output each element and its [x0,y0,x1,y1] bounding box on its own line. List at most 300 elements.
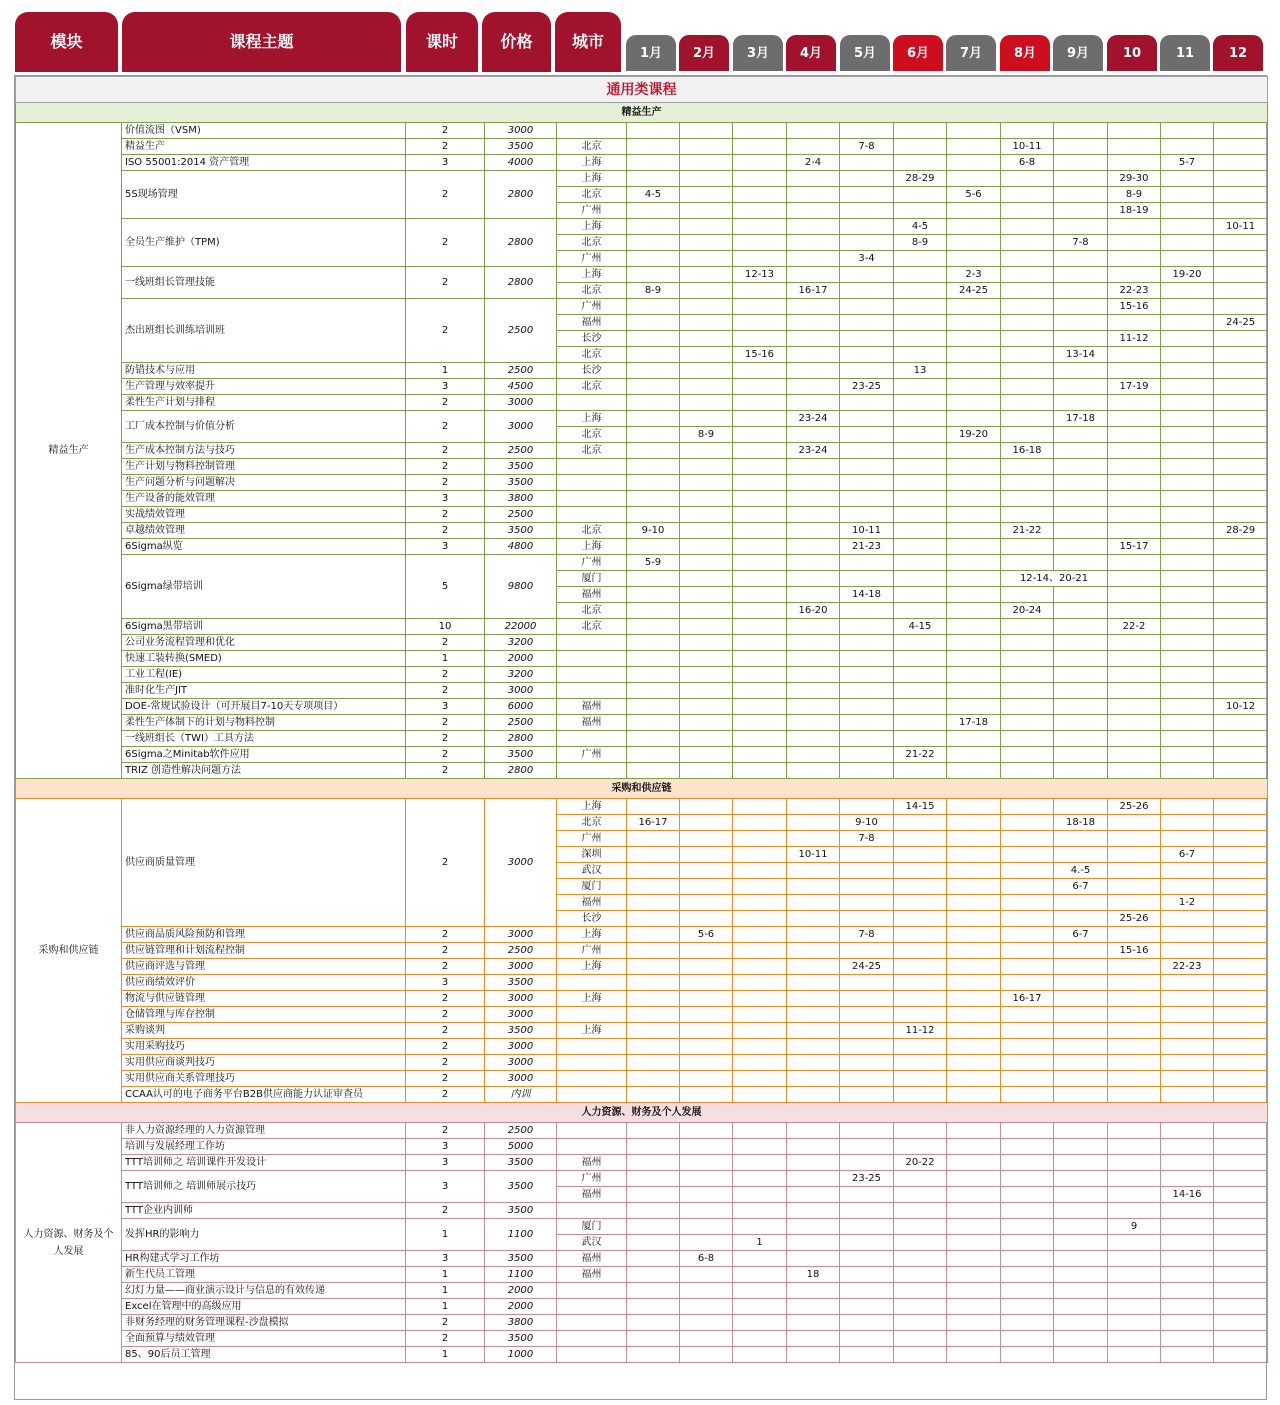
date-cell [680,1299,733,1315]
date-cell [627,927,680,943]
date-cell [680,863,733,879]
course-name: TTT企业内训师 [122,1203,406,1219]
date-cell [787,1187,840,1203]
date-cell [627,587,680,603]
date-cell [947,539,1001,555]
date-cell [733,651,787,667]
date-cell [1161,395,1214,411]
date-cell [787,943,840,959]
date-cell [1161,1331,1214,1347]
date-cell [1161,443,1214,459]
date-cell [1214,1283,1268,1299]
course-name: 生产计划与物料控制管理 [122,459,406,475]
table-row [16,959,1268,975]
date-cell [1161,171,1214,187]
date-cell [680,203,733,219]
month-tab: 6月 [893,35,943,71]
date-cell: 13-14 [1054,347,1108,363]
date-cell [680,507,733,523]
date-cell [733,1203,787,1219]
course-city: 福州 [557,895,627,911]
date-cell [1054,1331,1108,1347]
date-cell [733,299,787,315]
date-cell [627,267,680,283]
date-cell [627,1155,680,1171]
date-cell [1001,539,1054,555]
course-city: 广州 [557,555,627,571]
date-cell [840,459,894,475]
date-cell: 15-17 [1108,539,1161,555]
date-cell [894,571,947,587]
date-cell [1054,991,1108,1007]
course-price: 内训 [485,1087,557,1103]
date-cell [1161,991,1214,1007]
date-cell: 10-11 [1214,219,1268,235]
course-city: 上海 [557,219,627,235]
date-cell [1001,863,1054,879]
date-cell [894,667,947,683]
date-cell [1108,251,1161,267]
date-cell: 16-17 [1001,991,1054,1007]
course-price: 3200 [485,667,557,683]
date-cell [1054,715,1108,731]
course-city: 上海 [557,1023,627,1039]
date-cell [680,475,733,491]
date-cell [680,635,733,651]
date-cell [894,427,947,443]
date-cell [1214,187,1268,203]
date-cell [1214,683,1268,699]
course-hours: 2 [406,1023,485,1039]
date-cell [733,1071,787,1087]
date-cell [894,251,947,267]
course-name: 实用供应商关系管理技巧 [122,1071,406,1087]
date-cell [1214,587,1268,603]
date-cell [1001,667,1054,683]
date-cell [680,459,733,475]
course-hours: 2 [406,991,485,1007]
date-cell [1054,683,1108,699]
course-price: 6000 [485,699,557,715]
course-price: 2500 [485,1123,557,1139]
date-cell [627,507,680,523]
date-cell [1001,1267,1054,1283]
date-cell [733,235,787,251]
course-hours: 2 [406,1315,485,1331]
date-cell [894,475,947,491]
course-city [557,1299,627,1315]
date-cell: 18 [787,1267,840,1283]
date-cell [733,831,787,847]
date-cell [947,379,1001,395]
date-cell [1108,507,1161,523]
date-cell [1001,123,1054,139]
date-cell [1054,123,1108,139]
date-cell [627,1203,680,1219]
date-cell [1001,1139,1054,1155]
course-name: TTT培训师之 培训师展示技巧 [122,1171,406,1203]
month-tab: 1月 [626,35,676,71]
table-row [16,619,1268,635]
course-city: 上海 [557,959,627,975]
date-cell: 8-9 [680,427,733,443]
date-cell [1001,395,1054,411]
date-cell [787,459,840,475]
date-cell [947,799,1001,815]
course-name: 实战绩效管理 [122,507,406,523]
course-price: 3000 [485,123,557,139]
date-cell [1161,299,1214,315]
date-cell [1054,667,1108,683]
table-row [16,763,1268,779]
date-cell [1001,411,1054,427]
date-cell [947,1331,1001,1347]
date-cell [680,523,733,539]
table-row [16,1023,1268,1039]
date-cell [787,715,840,731]
date-cell [1108,731,1161,747]
date-cell [894,1087,947,1103]
date-cell [1001,331,1054,347]
date-cell [1054,911,1108,927]
course-name: 一线班组长管理技能 [122,267,406,299]
table-row [16,715,1268,731]
table-row [16,975,1268,991]
date-cell [680,959,733,975]
date-cell [1054,1187,1108,1203]
date-cell [840,1187,894,1203]
date-cell [894,331,947,347]
course-price: 3000 [485,1071,557,1087]
date-cell [1214,123,1268,139]
date-cell [680,1007,733,1023]
date-cell [1001,699,1054,715]
date-cell [1108,1139,1161,1155]
date-cell [1001,1171,1054,1187]
date-cell [840,235,894,251]
header-price: 价格 [482,12,551,72]
date-cell [1214,1139,1268,1155]
date-cell [787,619,840,635]
date-cell: 23-25 [840,379,894,395]
course-city: 福州 [557,1187,627,1203]
date-cell [1001,683,1054,699]
date-cell [894,395,947,411]
date-cell [1054,959,1108,975]
course-city [557,1055,627,1071]
date-cell [1054,475,1108,491]
date-cell [1108,927,1161,943]
date-cell [840,975,894,991]
date-cell [1054,331,1108,347]
date-cell [680,943,733,959]
date-cell [787,203,840,219]
date-cell [1214,1123,1268,1139]
date-cell [627,991,680,1007]
date-cell [733,315,787,331]
date-cell [947,991,1001,1007]
date-cell [787,667,840,683]
date-cell [627,491,680,507]
course-price: 2500 [485,943,557,959]
section-header-row [16,779,1268,799]
date-cell [947,219,1001,235]
date-cell [1001,1155,1054,1171]
date-cell [1054,1315,1108,1331]
date-cell [680,411,733,427]
date-cell [680,991,733,1007]
date-cell [1001,1087,1054,1103]
date-cell [1001,363,1054,379]
module-label: 采购和供应链 [16,799,122,1103]
date-cell [627,975,680,991]
course-city: 北京 [557,139,627,155]
course-name: 供应商绩效评价 [122,975,406,991]
date-cell [627,911,680,927]
date-cell [1161,715,1214,731]
date-cell [680,155,733,171]
date-cell [1214,619,1268,635]
date-cell [894,927,947,943]
date-cell [1161,315,1214,331]
date-cell [947,911,1001,927]
date-cell [1214,975,1268,991]
date-cell [1054,1071,1108,1087]
date-cell [787,1155,840,1171]
date-cell [894,603,947,619]
date-cell [680,587,733,603]
date-cell [1161,475,1214,491]
date-cell [840,799,894,815]
table-row [16,1155,1268,1171]
course-price: 3000 [485,411,557,443]
date-cell [840,123,894,139]
date-cell [840,203,894,219]
date-cell [733,539,787,555]
course-price: 2800 [485,731,557,747]
course-city [557,1331,627,1347]
date-cell: 21-23 [840,539,894,555]
date-cell [627,1055,680,1071]
date-cell [733,571,787,587]
date-cell [1161,555,1214,571]
date-cell [1108,123,1161,139]
date-cell: 6-7 [1054,879,1108,895]
course-name: 采购谈判 [122,1023,406,1039]
date-cell [680,1071,733,1087]
date-cell [1161,1007,1214,1023]
date-cell [627,799,680,815]
date-cell [627,763,680,779]
date-cell [627,571,680,587]
date-cell: 20-22 [894,1155,947,1171]
course-hours: 2 [406,635,485,651]
date-cell [627,331,680,347]
date-cell [894,635,947,651]
date-cell [733,1171,787,1187]
date-cell [840,283,894,299]
date-cell [1001,219,1054,235]
date-cell [1161,571,1214,587]
date-cell [787,815,840,831]
date-cell [787,363,840,379]
date-cell [627,363,680,379]
course-hours: 3 [406,1155,485,1171]
date-cell [947,331,1001,347]
course-name: 防错技术与应用 [122,363,406,379]
table-row [16,1171,1268,1187]
date-cell: 10-11 [840,523,894,539]
table-row [16,1007,1268,1023]
course-name: 6Sigma之Minitab软件应用 [122,747,406,763]
date-cell [627,1347,680,1363]
table-row [16,699,1268,715]
date-cell [787,1347,840,1363]
table-row [16,1071,1268,1087]
date-cell [787,1055,840,1071]
date-cell [733,975,787,991]
date-cell [733,411,787,427]
date-cell [840,1267,894,1283]
date-cell [894,763,947,779]
date-cell [840,555,894,571]
date-cell [1161,1123,1214,1139]
date-cell [787,635,840,651]
date-cell [1054,539,1108,555]
date-cell [1108,1087,1161,1103]
date-cell [680,283,733,299]
course-price: 4800 [485,539,557,555]
date-cell [894,347,947,363]
date-cell [894,651,947,667]
date-cell [787,539,840,555]
date-cell [1161,363,1214,379]
course-price: 3000 [485,683,557,699]
date-cell [1161,619,1214,635]
date-cell [894,555,947,571]
date-cell [1054,299,1108,315]
course-city [557,763,627,779]
date-cell [1214,1347,1268,1363]
section-title: 精益生产 [16,103,1268,123]
date-cell [1108,863,1161,879]
date-cell [627,1071,680,1087]
course-name: 新生代员工管理 [122,1267,406,1283]
date-cell [1054,283,1108,299]
date-cell [894,1055,947,1071]
date-cell [680,491,733,507]
date-cell [733,895,787,911]
date-cell [787,763,840,779]
date-cell [1214,831,1268,847]
date-cell [680,1187,733,1203]
date-cell [787,651,840,667]
date-cell [1054,619,1108,635]
date-cell [1001,1251,1054,1267]
table-row [16,683,1268,699]
date-cell [1001,587,1054,603]
date-cell: 14-18 [840,587,894,603]
date-cell [1108,555,1161,571]
date-cell [894,731,947,747]
course-name: 生产管理与效率提升 [122,379,406,395]
date-cell [1161,1023,1214,1039]
date-cell [733,475,787,491]
table-row [16,1331,1268,1347]
date-cell [947,731,1001,747]
course-city: 广州 [557,1171,627,1187]
table-row [16,991,1268,1007]
date-cell [947,235,1001,251]
date-cell [627,959,680,975]
title-row [16,77,1268,103]
date-cell [1161,831,1214,847]
course-price: 2500 [485,363,557,379]
date-cell [1054,507,1108,523]
date-cell [1161,411,1214,427]
course-hours: 2 [406,959,485,975]
date-cell [1214,507,1268,523]
date-cell [947,1139,1001,1155]
date-cell [1161,799,1214,815]
date-cell [894,715,947,731]
date-cell [1001,619,1054,635]
date-cell [894,1283,947,1299]
date-cell [840,619,894,635]
date-cell [1001,283,1054,299]
date-cell [947,363,1001,379]
date-cell [680,1123,733,1139]
date-cell [787,1007,840,1023]
date-cell: 2-4 [787,155,840,171]
course-hours: 2 [406,267,485,299]
course-city: 广州 [557,943,627,959]
date-cell [1108,1331,1161,1347]
date-cell [840,943,894,959]
table-row [16,395,1268,411]
date-cell [627,123,680,139]
date-cell [947,815,1001,831]
date-cell [733,187,787,203]
date-cell: 4-15 [894,619,947,635]
date-cell [1054,1007,1108,1023]
date-cell [680,555,733,571]
date-cell [1001,1315,1054,1331]
table-row [16,635,1268,651]
table-row [16,379,1268,395]
date-cell [1054,1299,1108,1315]
course-city: 福州 [557,1155,627,1171]
course-price: 3500 [485,1203,557,1219]
date-cell [1001,475,1054,491]
date-cell [1214,539,1268,555]
date-cell [1214,139,1268,155]
course-hours: 1 [406,1299,485,1315]
header-hours: 课时 [406,12,478,72]
date-cell [840,699,894,715]
date-cell [1001,203,1054,219]
course-hours: 2 [406,475,485,491]
date-cell: 1 [733,1235,787,1251]
course-hours: 2 [406,1331,485,1347]
date-cell [1214,1187,1268,1203]
date-cell [840,1283,894,1299]
course-hours: 2 [406,395,485,411]
date-cell [627,315,680,331]
date-cell [1214,1023,1268,1039]
date-cell [733,1187,787,1203]
date-cell [947,975,1001,991]
